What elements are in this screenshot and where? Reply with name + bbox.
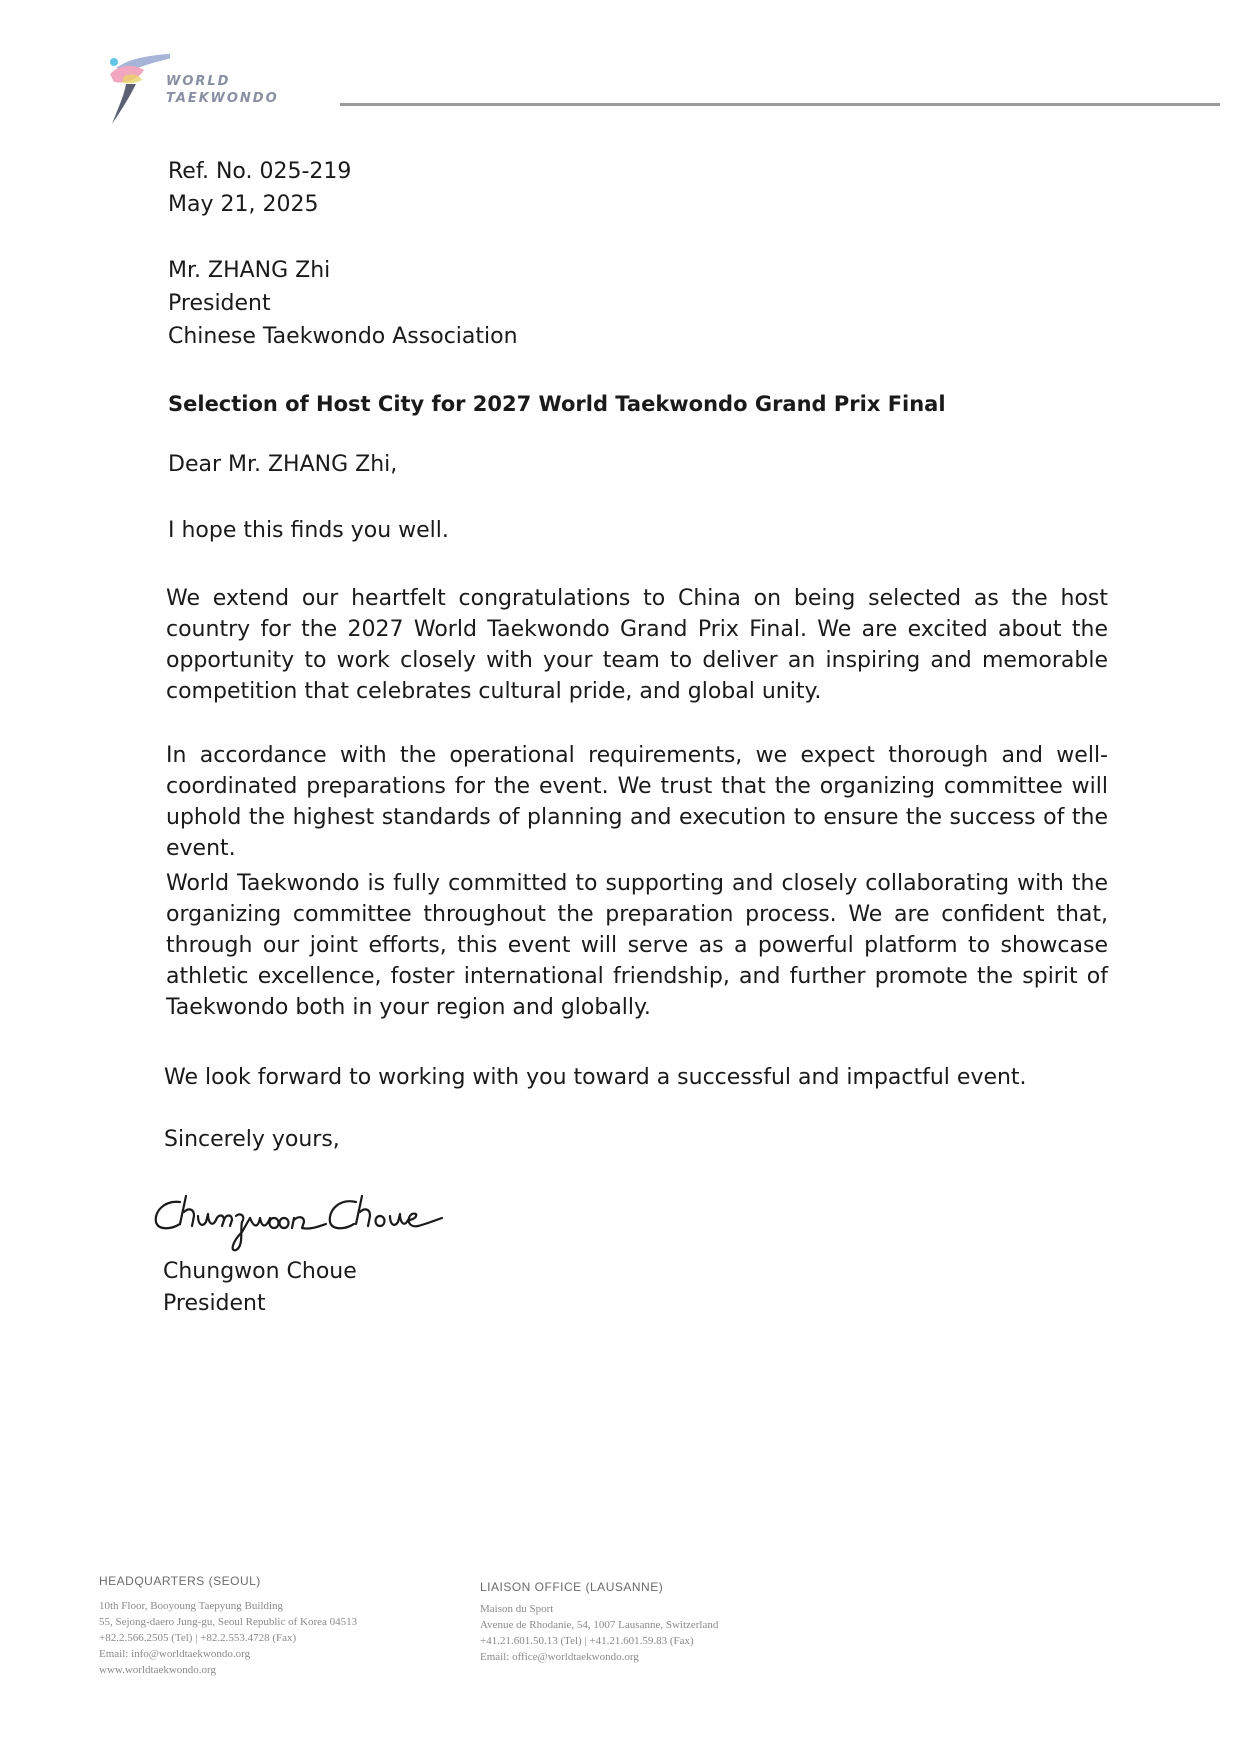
footer-liaison-line: +41.21.601.50.13 (Tel) | +41.21.601.59.83 (Fax) <box>480 1635 694 1647</box>
closing: Sincerely yours, <box>164 1127 340 1152</box>
header-divider <box>340 103 1220 106</box>
handwritten-signature <box>150 1188 480 1258</box>
body-paragraph-4: World Taekwondo is fully committed to supporting and closely collaborating with the organizing committee throughout the preparation process. We are confident that, through our joint efforts, this event will serve as a powerful platform to showcase athletic excellence, foster international friendship, and further promote the spirit of Taekwondo both in your region and globally. <box>166 871 1108 1020</box>
footer-hq-line: +82.2.566.2505 (Tel) | +82.2.553.4728 (Fax) <box>99 1632 297 1644</box>
letter-date: May 21, 2025 <box>168 192 319 217</box>
reference-number: Ref. No. 025-219 <box>168 159 352 184</box>
logo-text-world: WORLD <box>166 74 231 89</box>
recipient-organization: Chinese Taekwondo Association <box>168 324 518 349</box>
recipient-name: Mr. ZHANG Zhi <box>168 258 331 283</box>
body-paragraph-2: We extend our heartfelt congratulations to China on being selected as the host country for the 2027 World Taekwondo Grand Prix Final. We are excited about the opportunity to work closely with your team to deliver an inspiring and memorable competition that celebrates cultural pride, and global unity. <box>166 586 1108 704</box>
logo-text-taekwondo: TAEKWONDO <box>166 91 279 106</box>
letter-subject: Selection of Host City for 2027 World Taekwondo Grand Prix Final <box>168 392 946 416</box>
footer-liaison-line: Avenue de Rhodanie, 54, 1007 Lausanne, Switzerland <box>480 1619 719 1631</box>
footer-hq-line: 10th Floor, Booyoung Taepyung Building <box>99 1600 284 1612</box>
world-taekwondo-logo <box>100 50 300 130</box>
footer-liaison-line: Maison du Sport <box>480 1603 554 1615</box>
recipient-title: President <box>168 291 271 316</box>
footer-hq-website: www.worldtaekwondo.org <box>99 1664 217 1676</box>
footer-liaison-email: Email: office@worldtaekwondo.org <box>480 1651 639 1663</box>
body-paragraph-5: We look forward to working with you toward a successful and impactful event. <box>164 1065 1027 1090</box>
logo-emblem-icon <box>100 50 170 130</box>
signer-name: Chungwon Choue <box>163 1259 357 1284</box>
footer-hq-email: Email: info@worldtaekwondo.org <box>99 1648 251 1660</box>
body-paragraph-3: In accordance with the operational requirements, we expect thorough and well-coordinated preparations for the event. We trust that the organizing committee will uphold the highest standards of planning and execution to ensure the success of the event. <box>166 743 1108 861</box>
body-paragraph-1: I hope this finds you well. <box>168 518 449 543</box>
salutation: Dear Mr. ZHANG Zhi, <box>168 452 398 477</box>
signer-title: President <box>163 1291 266 1316</box>
footer-liaison-heading: LIAISON OFFICE (LAUSANNE) <box>480 1580 664 1594</box>
footer-hq-heading: HEADQUARTERS (SEOUL) <box>99 1574 261 1588</box>
footer-hq-line: 55, Sejong-daero Jung-gu, Seoul Republic of Korea 04513 <box>99 1616 358 1628</box>
